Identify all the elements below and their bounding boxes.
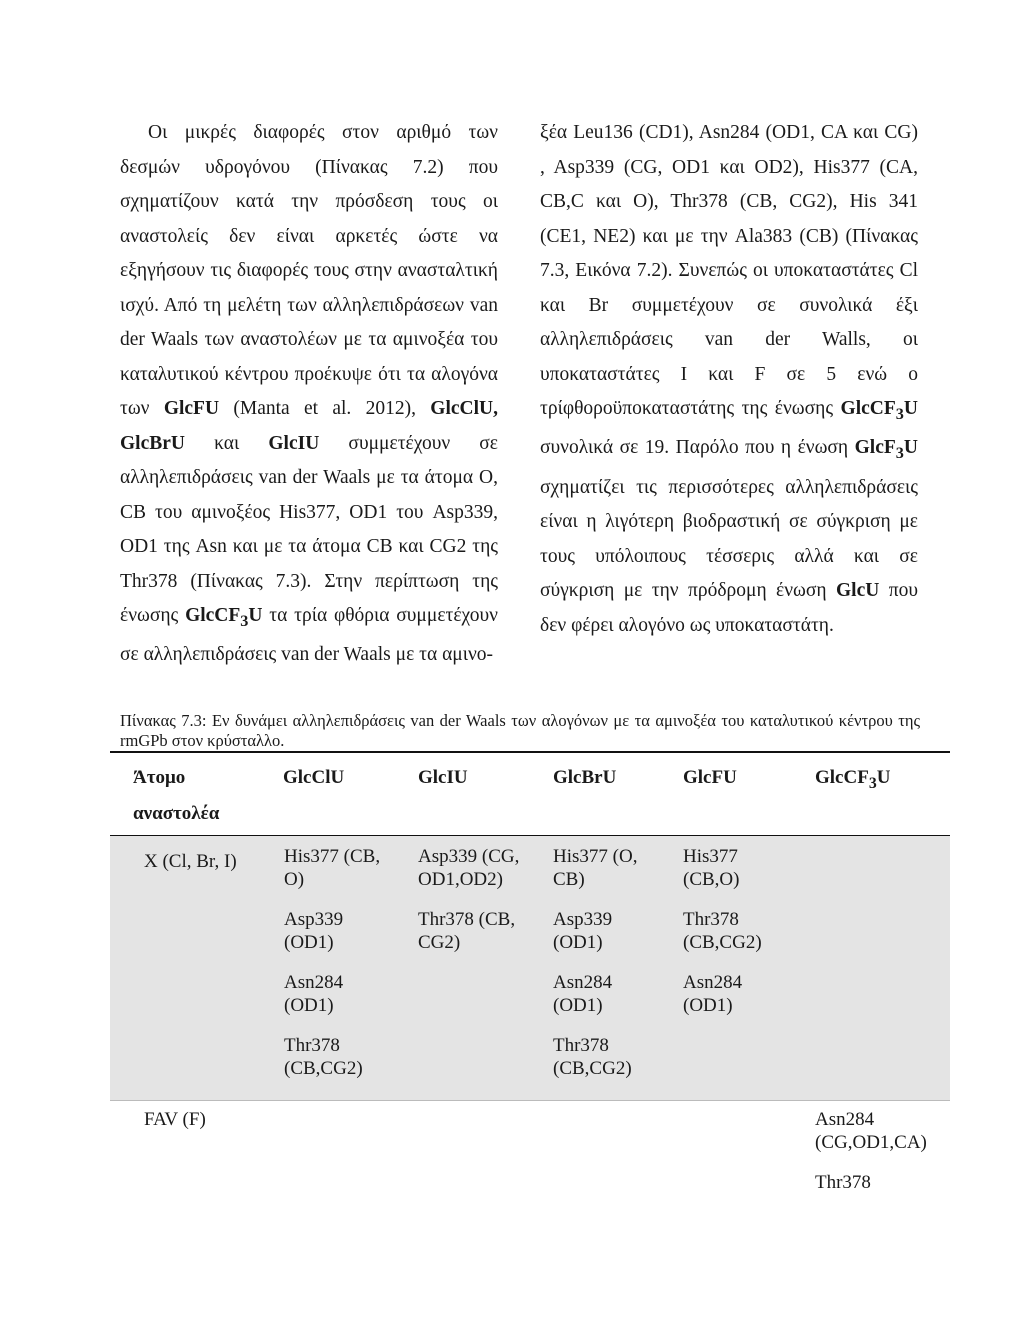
paragraph: Οι μικρές διαφορές στον αριθμό των δεσμών υδρογόνου (Πίνακας 7.2) που σχηματίζουν κατά την πρόσδεση τους οι αναστολείς δεν είναι αρκετές ώστε να εξηγήσουν τις διαφορές τους στην ανασταλτική ισχύ. Από τη μελέτη των αλληλεπιδράσεων van der Waals των αναστολέων με τα αμινοξέα του καταλυτικού κέντρου προέκυψε ότι τα αλογόνα των GlcFU (Manta et al. 2012), GlcClU, GlcBrU και GlcIU συμμετέχουν σε αλληλεπιδράσεις van der Waals με τα άτομα O, CB του αμινοξέος His377, OD1 του Asp339, OD1 της Asn και με τα άτομα CB και CG2 της Thr378 (Πίνακας 7.3). Στην περίπτωση της ένωσης GlcCF$_3$U τα τρία φθόρια συμμετέχουν σε αλληλεπιδράσεις van der Waals με τα αμινο- [120,122,498,666]
residue-entry: Thr378 (CB,CG2) [284,1035,363,1079]
table-cell [553,845,663,1097]
residue-entry: Thr378 (CB,CG2) [683,909,762,953]
residue-entry: His377 (CB,O) [683,846,740,890]
table-row-label: FAV (F) [144,1109,206,1130]
residue-entry: Asp339 (OD1) [284,909,344,953]
table-caption: Πίνακας 7.3: Εν δυνάμει αλληλεπιδράσεις van der Waals των αλογόνων με τα αμινοξέα του καταλυτικού κέντρου της rmGPb στον κρύσταλλο. [120,711,920,750]
residue-entry: Asn284 (CG,OD1,CA) [815,1109,927,1153]
table-cell [683,845,793,1034]
table-header-glcclu: GlcClU [283,767,345,788]
right-text-column [540,116,918,643]
table-cell [284,845,394,1097]
residue-entry: Asn284 (OD1) [553,972,613,1016]
residue-entry: Asn284 (OD1) [284,972,344,1016]
residue-entry: Asp339 (CG, OD1,OD2) [418,846,520,890]
left-text-column [120,116,498,673]
residue-entry: His377 (O, CB) [553,846,638,890]
residue-entry: Asn284 (OD1) [683,972,743,1016]
table-cell [815,1108,940,1211]
table-row-label: X (Cl, Br, I) [144,851,237,872]
residue-entry: Asp339 (OD1) [553,909,613,953]
table-header-atom: Άτομο αναστολέα [133,767,220,824]
table-header-glccf3u: GlcCF$_3$U [815,767,891,792]
residue-entry: Thr378 (CB,CG2) [553,1035,632,1079]
table-header-glcbru: GlcBrU [553,767,617,788]
table-header-glcfu: GlcFU [683,767,737,788]
table-header-glciu: GlcIU [418,767,468,788]
residue-entry: Thr378 [815,1172,871,1193]
residue-entry: Thr378 (CB, CG2) [418,909,516,953]
table-row-divider [110,1100,950,1101]
paragraph: ξέα Leu136 (CD1), Asn284 (OD1, CA και CG) , Asp339 (CG, OD1 και OD2), His377 (CA, CB,C και O), Thr378 (CB, CG2), His 341 (CE1, NE2) και με την Ala383 (CB) (Πίνακας 7.3, Εικόνα 7.2). Συνεπώς οι υποκαταστάτες Cl και Br συμμετέχουν σε συνολικά έξι αλληλεπιδράσεις van der Walls, οι υποκαταστάτες I και F σε 5 ενώ ο τρίφθοροϋποκαταστάτης της ένωσης GlcCF$_3$U συνολικά σε 19. Παρόλο που η ένωση GlcF$_3$U σχηματίζει τις περισσότερες αλληλεπιδράσεις είναι η λιγότερη βιοδραστική σε σύγκριση με τους υπόλοιπους τέσσερις αλλά και σε σύγκριση με την πρόδρομη ένωση GlcU που δεν φέρει αλογόνο ως υποκαταστάτη. [540,122,918,636]
residue-entry: His377 (CB, O) [284,846,381,890]
table-cell [418,845,528,971]
table-top-rule [110,751,950,753]
